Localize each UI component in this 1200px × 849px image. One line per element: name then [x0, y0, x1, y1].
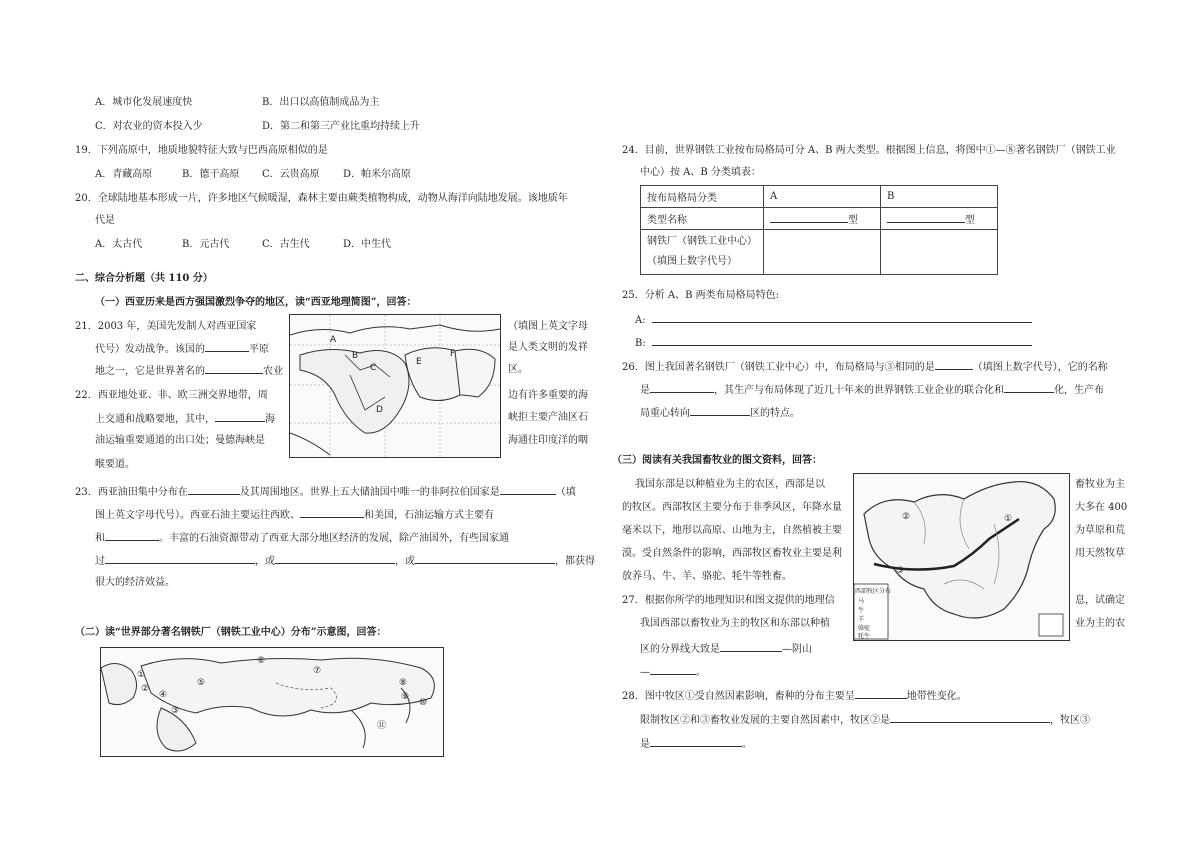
steel-label-1: ①	[137, 670, 146, 680]
q27-line2a: 我国西部以畜牧业为主的牧区和东部以种植	[640, 618, 830, 629]
steel-label-11: ⑪	[377, 721, 387, 731]
china-label-1: ①	[1004, 514, 1013, 524]
para-line4a: 漠。受自然条件的影响，西部牧区畜牧业主要是利	[622, 548, 842, 559]
q20-option-d: D．中生代	[343, 239, 392, 250]
q20-option-a: A．太古代	[95, 239, 143, 250]
table-row	[641, 230, 998, 275]
steel-label-2: ②	[141, 684, 150, 694]
west-asia-label-c: C	[370, 363, 377, 373]
west-asia-map	[289, 314, 501, 458]
west-asia-label-b: B	[352, 351, 359, 361]
q22-line1b: 边有许多重要的海	[508, 390, 588, 401]
q26-line3: 局重心转向 区的特点。	[640, 405, 800, 420]
q21-line1b: （填图上英文字母	[508, 321, 588, 332]
q23-line3: 和 。丰富的石油资源带动了西亚大部分地区经济的发展，除产油国外，有些国家通	[95, 530, 509, 545]
q25-stem: 25．分析 A、B 两类布局格局特色:	[622, 290, 780, 301]
china-legend-item: 骆驼	[858, 625, 871, 632]
q26-line2: 是 ，其生产与布局体现了近几十年来的世界钢铁工业企业的联合化和 化，生产布	[640, 382, 1104, 397]
q23-line1: 23．西亚油田集中分布在 及其周围地区。世界上五大储油国中唯一的非阿拉伯国家是 （填	[75, 484, 576, 499]
table-cell: A	[764, 186, 881, 208]
q20-stem-cont: 代是	[95, 215, 115, 226]
sub-3-heading: （三）阅读有关我国畜牧业的图文资料，回答：	[612, 455, 822, 466]
west-asia-label-a: A	[330, 335, 337, 345]
para-line1b: 畜牧业为主	[1075, 479, 1125, 490]
q23-line5: 很大的经济效益。	[95, 577, 175, 588]
q18-option-a: A．城市化发展速度快	[95, 97, 193, 108]
steel-label-9: ⑨	[401, 692, 410, 702]
q25-a-line: A:	[635, 312, 1032, 327]
q28-line1: 28．图中牧区①受自然因素影响，畜种的分布主要呈 地带性变化。	[622, 688, 967, 703]
q22-line4: 喉要道。	[95, 459, 135, 470]
q21-line2: 代号）发动战争。该国的 平原	[95, 341, 269, 356]
section-2-heading: 二、综合分析题（共 110 分）	[75, 273, 213, 284]
para-line4b: 用天然牧草	[1075, 548, 1125, 559]
steel-label-10: ⑩	[419, 698, 428, 708]
q19-option-d: D．帕米尔高原	[343, 169, 412, 180]
china-label-3: ③	[896, 566, 905, 576]
china-legend-item: 羊	[858, 616, 865, 623]
q22-line1a: 22．西亚地处亚、非、欧三洲交界地带，周	[75, 390, 268, 401]
china-pastoral-map	[853, 473, 1070, 641]
para-line2b: 大多在 400	[1075, 502, 1128, 513]
q22-line2: 上交通和战略要地，其中， 海	[95, 411, 275, 426]
q25-b-line: B:	[635, 335, 1032, 350]
q24-line2: 中心）按 A、B 分类填表：	[640, 167, 761, 178]
china-legend-item: 牛	[858, 607, 865, 614]
steel-classification-table	[640, 185, 998, 275]
q19-stem: 19．下列高原中，地质地貌特征大致与巴西高原相似的是	[75, 145, 328, 156]
table-cell[interactable]: 型	[764, 208, 881, 230]
para-line3a: 毫米以下，地形以高原、山地为主，自然植被主要	[622, 525, 842, 536]
table-cell[interactable]	[764, 230, 881, 275]
steel-label-7: ⑦	[313, 666, 322, 676]
q21-line1a: 21．2003 年，美国先发制人对西亚国家	[75, 321, 257, 332]
table-cell: 类型名称	[641, 208, 764, 230]
q23-line2: 图上英文字母代号）。西亚石油主要运往西欧、 和美国，石油运输方式主要有	[95, 507, 494, 522]
q18-option-d: D．第二和第三产业比重均持续上升	[262, 121, 421, 132]
china-legend-title: 西部牧区分布	[855, 588, 892, 595]
table-row	[641, 208, 998, 230]
q27-line2b: 业为主的农	[1075, 618, 1125, 629]
steel-label-4: ④	[159, 690, 168, 700]
q21-line3c: 区。	[508, 364, 528, 375]
q21-line2c: 是人类文明的发祥	[508, 342, 588, 353]
q23-line4: 过 ，或 ，或 ，都获得	[95, 553, 595, 568]
west-asia-label-e: E	[416, 357, 422, 367]
q22-line2c: 峡拒主要产油区石	[508, 412, 588, 423]
q21-line3: 地之一，它是世界著名的 农业	[95, 363, 283, 378]
west-asia-label-f: F	[450, 349, 456, 359]
world-steel-map	[100, 647, 444, 757]
steel-label-6: ⑥	[257, 656, 266, 666]
q27-line4: — 。	[640, 664, 706, 679]
q18-option-b: B．出口以高值制成品为主	[262, 97, 380, 108]
q28-line2: 限制牧区②和③畜牧业发展的主要自然因素中，牧区②是 ，牧区③	[640, 712, 1090, 727]
q27-line3: 区的分界线大致是 —阴山	[640, 641, 812, 656]
china-legend-item: 牦牛	[858, 633, 871, 640]
para-line1a: 我国东部是以种植业为主的农区，西部是以	[635, 479, 825, 490]
steel-label-3: ③	[171, 706, 180, 716]
q22-line3b: 海通往印度洋的咽	[508, 435, 588, 446]
para-line2a: 的牧区。西部牧区主要分布于非季风区，年降水量	[622, 502, 842, 513]
table-cell: 钢铁厂（钢铁工业中心） （填图上数字代号）	[641, 230, 764, 275]
q20-stem: 20．全球陆地基本形成一片，许多地区气候暖湿，森林主要由蕨类植物构成，动物从海洋向陆地发展。该地质年	[75, 193, 568, 204]
q19-option-a: A．青藏高原	[95, 169, 153, 180]
china-label-2: ②	[902, 512, 911, 522]
para-line5: 放养马、牛、羊、骆驼、牦牛等牲畜。	[622, 571, 792, 582]
table-row	[641, 186, 998, 208]
q19-option-b: B．德干高原	[182, 169, 240, 180]
q28-line3: 是 。	[640, 736, 752, 751]
table-cell[interactable]: 型	[881, 208, 998, 230]
q27-line1a: 27．根据你所学的地理知识和图文提供的地理信	[622, 595, 835, 606]
q19-option-c: C．云贵高原	[262, 169, 320, 180]
q20-option-c: C．古生代	[262, 239, 310, 250]
table-cell: 按布局格局分类	[641, 186, 764, 208]
q24-line1: 24．目前，世界钢铁工业按布局格局可分 A、B 两大类型。根据图上信息，将图中①—⑧著名钢铁厂（钢铁工业	[622, 145, 1116, 156]
table-cell[interactable]	[881, 230, 998, 275]
q18-option-c: C．对农业的资本投入少	[95, 121, 203, 132]
steel-label-5: ⑤	[197, 678, 206, 688]
q26-line1: 26．图上我国著名钢铁厂（钢铁工业中心）中，布局格局与③相同的是 （填图上数字代号），它的名称	[622, 359, 1108, 374]
q27-line1b: 息，试确定	[1075, 595, 1125, 606]
para-line3b: 为草原和荒	[1075, 525, 1125, 536]
q20-option-b: B．元古代	[182, 239, 230, 250]
sub-1-heading: （一）西亚历来是西方强国激烈争夺的地区，读“西亚地理简图”，回答：	[95, 297, 417, 308]
china-legend-item: 马	[858, 598, 865, 605]
sub-2-heading: （二）读“世界部分著名钢铁厂（钢铁工业中心）分布”示意图，回答：	[75, 627, 387, 638]
west-asia-label-d: D	[376, 405, 383, 415]
table-cell: B	[881, 186, 998, 208]
q22-line3a: 油运输重要通道的出口处；曼德海峡是	[95, 435, 265, 446]
steel-label-8: ⑧	[399, 678, 408, 688]
